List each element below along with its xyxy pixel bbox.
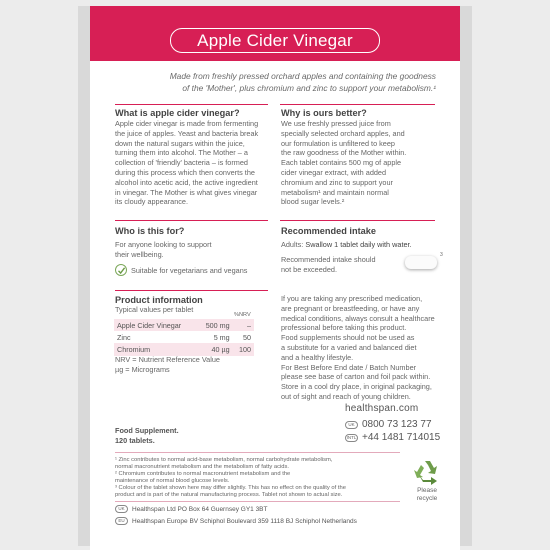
- body-line: the juice of apples. Yeast and bacteria break: [115, 128, 259, 138]
- nutrient-amount: 5 mg: [197, 331, 233, 343]
- footnote-line: product and is part of the natural manufacturing process. Tablet not shown to actual size.: [115, 492, 343, 498]
- pack-line: 120 tablets.: [115, 435, 155, 445]
- footnote-line: maintenance of normal blood glucose levels.: [115, 478, 230, 484]
- intake-dose: [281, 240, 441, 250]
- body-line: not be exceeded.: [281, 264, 337, 274]
- address-uk: [115, 505, 268, 513]
- why-body: [281, 119, 441, 207]
- nutrient-name: Chromium: [114, 343, 197, 355]
- divider: [280, 104, 435, 105]
- body-line: collection of 'friendly' bacteria – is formed: [115, 158, 248, 168]
- body-line: blood sugar levels.²: [281, 197, 345, 207]
- body-line: medical conditions, always consult a healthcare: [281, 313, 435, 323]
- intro-line: Made from freshly pressed orchard apples and containing the goodness: [169, 71, 436, 81]
- uk-phone: 0800 73 123 77: [362, 419, 432, 430]
- body-line: chromium and zinc to support your: [281, 177, 393, 187]
- tablet-image: [405, 256, 437, 269]
- body-line: turning them into alcohol. The Mother – a: [115, 148, 248, 158]
- product-heading: Product information: [115, 295, 203, 305]
- uk-flag-icon: UK: [345, 421, 358, 429]
- table-row: [114, 343, 254, 355]
- body-line: please see base of carton and foil pack within.: [281, 372, 431, 382]
- typical-values-label: Typical values per tablet: [115, 305, 194, 314]
- vegetarian-check-icon: [115, 264, 127, 276]
- body-line: Apple cider vinegar is made from fermenting: [115, 119, 259, 128]
- website-url: healthspan.com: [345, 403, 419, 414]
- intl-flag-icon: INTL: [346, 434, 357, 440]
- body-line: the raw goodness of the Mother within.: [281, 148, 407, 158]
- table-row: [114, 319, 254, 331]
- footnote-line: ³ Colour of the tablet shown here may differ slightly. This has no effect on the quality of the: [115, 485, 346, 491]
- pack-line: Food Supplement.: [115, 426, 179, 435]
- body-line: a substitute for a varied and balanced diet: [281, 342, 417, 352]
- body-line: its cloudy appearance.: [115, 197, 189, 207]
- adults-label: Adults:: [281, 240, 304, 249]
- body-line: down the natural sugars within the juice,: [115, 138, 245, 148]
- body-line: Store in a cool dry place, in original packaging,: [281, 382, 432, 392]
- intro-line: of the 'Mother', plus chromium and zinc to support your metabolism.¹: [182, 83, 436, 93]
- microgram-note: µg = Micrograms: [115, 365, 170, 374]
- vegetarian-label: Suitable for vegetarians and vegans: [131, 266, 248, 275]
- body-line: If you are taking any prescribed medication,: [281, 294, 423, 303]
- address-eu: [115, 517, 357, 525]
- body-line: metabolism¹ and maintain normal: [281, 187, 389, 197]
- who-body: [115, 240, 265, 260]
- body-line: professional before taking this product.: [281, 323, 407, 333]
- body-line: and a healthy lifestyle.: [281, 352, 354, 362]
- intake-heading: Recommended intake: [281, 226, 376, 236]
- nrv-note: NRV = Nutrient Reference Value: [115, 355, 220, 364]
- nutrient-amount: 40 µg: [197, 343, 233, 355]
- address-text: Healthspan Ltd PO Box 64 Guernsey GY1 3BT: [132, 505, 268, 513]
- body-line: Recommended intake should: [281, 255, 376, 264]
- who-heading: Who is this for?: [115, 226, 185, 236]
- body-line: For Best Before End date / Batch Number: [281, 362, 417, 372]
- divider: [115, 290, 268, 291]
- body-line: For anyone looking to support: [115, 240, 212, 249]
- body-line: our formulation is unfiltered to keep: [281, 138, 395, 148]
- tablet-footnote-ref: 3: [440, 252, 443, 258]
- eu-flag-icon: EU: [115, 517, 128, 525]
- adults-dose: Swallow 1 tablet daily with water.: [305, 240, 412, 249]
- what-heading: What is apple cider vinegar?: [115, 108, 240, 118]
- footnotes: [115, 457, 405, 499]
- nrv-header: %NRV: [234, 312, 251, 318]
- uk-phone-row: [345, 419, 432, 430]
- body-line: specially selected orchard apples, and: [281, 128, 405, 138]
- nutrient-name: Apple Cider Vinegar: [114, 319, 197, 331]
- body-line: during this process which then converts the: [115, 167, 255, 177]
- divider: [115, 104, 268, 105]
- nutrition-table: [114, 319, 254, 356]
- footnote-line: normal macronutrient metabolism and the metabolism of fatty acids.: [115, 464, 289, 470]
- body-line: Each tablet contains 500 mg of apple: [281, 158, 402, 168]
- intake-body: [281, 255, 391, 275]
- recycle-icon: [412, 458, 442, 486]
- divider: [115, 220, 268, 221]
- recycle-label: [412, 487, 442, 503]
- body-line: alcohol into acetic acid, the active ingredient: [115, 177, 258, 187]
- uk-flag-icon: UK: [115, 505, 128, 513]
- product-title: Apple Cider Vinegar: [197, 31, 353, 50]
- footnote-line: ² Chromium contributes to normal macronutrient metabolism and the: [115, 471, 291, 477]
- body-line: in vinegar. The Mother is what gives vinegar: [115, 187, 258, 197]
- recycle-line: recycle: [416, 495, 438, 502]
- footnote-line: ¹ Zinc contributes to normal acid-base metabolism, normal carbohydrate metabolism,: [115, 457, 333, 463]
- why-heading: Why is ours better?: [281, 108, 367, 118]
- table-row: [114, 331, 254, 343]
- nutrient-nrv: –: [233, 319, 254, 331]
- body-line: their wellbeing.: [115, 249, 164, 259]
- intl-phone: +44 1481 714015: [362, 432, 441, 443]
- title-banner: [90, 6, 460, 61]
- body-line: are pregnant or breastfeeding, or have any: [281, 303, 420, 313]
- recycle-line: Please: [417, 487, 437, 494]
- body-line: We use freshly pressed juice from: [281, 119, 391, 128]
- divider: [280, 220, 435, 221]
- body-line: out of sight and reach of young children.: [281, 391, 411, 401]
- nutrient-nrv: 100: [233, 343, 254, 355]
- divider: [115, 452, 400, 453]
- intro-text: [118, 70, 436, 94]
- nutrient-amount: 500 mg: [197, 319, 233, 331]
- pack-info: [115, 426, 179, 446]
- body-line: cider vinegar extract, with added: [281, 167, 387, 177]
- intl-phone-row: [345, 432, 440, 443]
- nutrient-nrv: 50: [233, 331, 254, 343]
- advice-text: [281, 294, 456, 402]
- divider: [115, 501, 400, 502]
- nutrient-name: Zinc: [114, 331, 197, 343]
- what-body: [115, 119, 275, 207]
- body-line: Food supplements should not be used as: [281, 333, 415, 343]
- address-text: Healthspan Europe BV Schiphol Boulevard 359 1118 BJ Schiphol Netherlands: [132, 517, 357, 525]
